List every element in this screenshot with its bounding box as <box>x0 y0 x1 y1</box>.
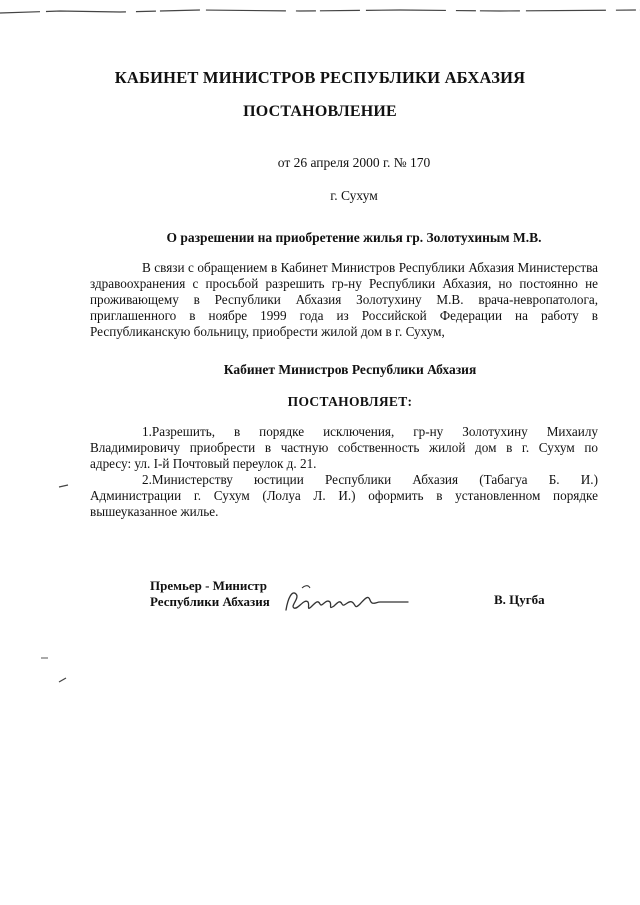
preamble-paragraph <box>90 260 598 340</box>
item-line: адресу: ул. I-й Почтовый переулок д. 21. <box>90 456 317 471</box>
item-line: вышеуказанное жилье. <box>90 504 219 519</box>
decree-heading: ПОСТАНОВЛЯЕТ: <box>287 394 413 409</box>
signatory-name: В. Цугба <box>494 592 545 607</box>
item-line: Администрации г. Сухум (Лолуа Л. И.) оформить в установленном порядке <box>90 488 598 503</box>
decree-item-1 <box>90 424 598 472</box>
document-subject: О разрешении на приобретение жилья гр. Золотухиным М.В. <box>166 230 542 245</box>
position-line-1: Премьер - Министр <box>150 578 267 593</box>
scan-speck <box>58 676 68 684</box>
item-line: 1.Разрешить, в порядке исключения, гр-ну Золотухину Михаилу <box>142 424 598 439</box>
preamble-line: Республиканскую больницу, приобрести жилой дом в г. Сухум, <box>90 324 445 339</box>
signatory-position <box>150 578 270 610</box>
document-type: ПОСТАНОВЛЕНИЕ <box>243 103 397 120</box>
preamble-line: проживающему в Республики Абхазия Золотухину М.В. врача-невропатолога, <box>90 292 598 307</box>
document-title: КАБИНЕТ МИНИСТРОВ РЕСПУБЛИКИ АБХАЗИЯ <box>114 68 526 87</box>
position-line-2: Республики Абхазия <box>150 594 270 609</box>
preamble-line: В связи с обращением в Кабинет Министров Республики Абхазия Министерства <box>142 260 598 275</box>
scan-speck <box>58 483 70 489</box>
scan-speck <box>40 655 50 661</box>
item-line: Владимировичу приобрести в частную собственность жилой дом в г. Сухум по <box>90 440 598 455</box>
document-date-number: от 26 апреля 2000 г. № 170 <box>277 155 431 170</box>
preamble-line: здравоохранения с просьбой разрешить гр-ну Республики Абхазия, но постоянно не <box>90 276 598 291</box>
decree-item-2 <box>90 472 598 520</box>
handwritten-signature <box>282 580 412 620</box>
document-city: г. Сухум <box>330 188 378 203</box>
scan-edge-line <box>0 7 640 15</box>
preamble-line: приглашенного в ноябре 1999 года из Российской Федерации на работу в <box>90 308 598 323</box>
issuing-body: Кабинет Министров Республики Абхазия <box>223 362 477 377</box>
item-line: 2.Министерству юстиции Республики Абхазия (Табагуа Б. И.) <box>142 472 598 487</box>
